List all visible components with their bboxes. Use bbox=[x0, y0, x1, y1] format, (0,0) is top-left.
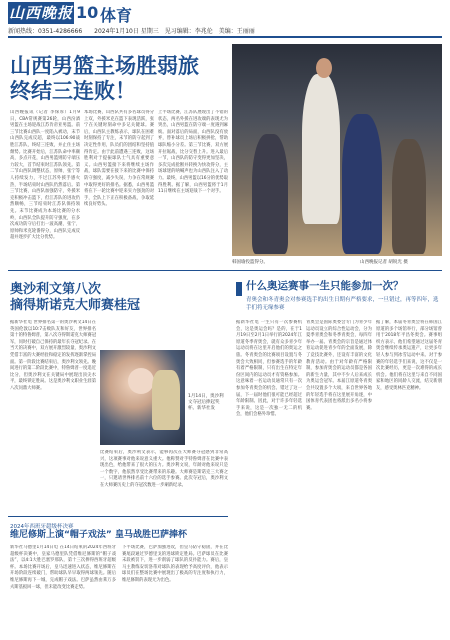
story1-photo-credit: 山西晚报记者 胡锐光 摄 bbox=[360, 260, 408, 265]
story4-headline: 什么奥运赛事一生只能参加一次？ bbox=[246, 280, 404, 292]
basketball-photo bbox=[232, 44, 442, 256]
story2-headline bbox=[10, 282, 210, 313]
story4-body-col2: 青奥会是国际奥委会专门为青少年运动员设立的综合性运动会，分为夏季青奥会和冬季青奥会，每四年举办一届。青奥会的宗旨是通过体育运动促进青少年的全面发展，除了竞技比赛外，还设有丰富的文化教育活动。由于对年龄有严格限制，参加青奥会的运动员都是各国的新生力量，其中不少人后来成长为奥运会冠军。本届江原道冬青奥会共设置多个大项，来自世界各地的年轻选手将在这里展开角逐，中国体育代表团也将派出多名小将参赛。 bbox=[306, 320, 372, 411]
story1-headline-line2: 终结三连败！ bbox=[10, 79, 136, 104]
story4-body-col3: 据了解，本届冬青奥会将在韩国江原道的多个场馆举行，部分场馆曾用于2018年平昌冬奥会。赛事组织方表示，他们希望通过这届冬青奥会继续传承奥运遗产，让更多年轻人参与到冰雪运动中来。对于参赛的年轻选手们来说，这不仅是一次比赛经历，更是一次难得的成长机会。他们将在这里与来自不同国家和地区的同龄人交流，结交新朋友，感受奥林匹克精神。 bbox=[376, 320, 442, 391]
story2-body-col2: 比赛结束后，奥沙利文表示，能够再次在大师赛夺冠感到非常高兴，这项赛事对他来说意义重大。他称赞对手特鲁姆普在比赛中表现出色，给他带来了很大的压力。奥沙利文说，年龄对他来说只是一个数字，他依然享受比赛带来的乐趣。大师赛是斯诺克三大赛之一，只邀请世界排名前十六位的选手参赛。此次夺冠后，奥沙利文在大师赛历史上的夺冠次数进一步刷新纪录。 bbox=[100, 450, 228, 488]
story1-body-col3: 上半场比赛，江苏队展现出了不错的状态，两名外援在进攻端的表现尤为突出，山西男篮在防守端一度遇到麻烦。面对落后的局面，山西队没有放弃，替补球员上场后积极拼抢，帮助球队缩小分差。第三节比赛，双方展开拉锯战，比分交替上升。进入最后一节，山西队的防守变得更加坚决，多次完成抢断并转换为快攻得分，主场球迷的呐喊声也为山西队注入了动力。最终，山西男篮以16分的优势取得胜利。据了解，山西男篮将于1月11日继续在主场迎战下一个对手。 bbox=[158, 110, 228, 195]
section-divider-1 bbox=[8, 270, 442, 271]
story3-tag: 2024年西班牙超级杯决赛 bbox=[10, 524, 74, 530]
snooker-trophy-photo bbox=[100, 350, 185, 445]
story2-headline-line1: 奥沙利文第八次 bbox=[10, 282, 102, 297]
story3-headline: 维尼修斯上演“帽子戏法” 皇马战胜巴萨捧杯 bbox=[10, 530, 187, 540]
story1-headline-line1: 山西男篮主场胜弱旅 bbox=[10, 54, 199, 78]
story2-photo-caption: 1月14日，奥沙利文夺冠后捧起奖杯。新华社发 bbox=[188, 394, 224, 411]
story2-body-col1: 据新华社电 世界排名第一的奥沙利文14日在英国伦敦以10:7击败队友和好友、世界排名第十的特鲁姆普，第八次夺得斯诺克大师赛冠军，同时打破自己保持的最年长夺冠纪录。在当天的决赛中，双方展开激烈较量，奥沙利文凭借丰富的大赛经验和稳定的发挥逐渐掌控局面。第一阶段比赛结束后，奥沙利文领先。晚间进行的第二阶段比赛中，特鲁姆普一度追近比分，但奥沙利文在关键局中展现出顶尖水平，最终锁定胜局。这是奥沙利文职业生涯第八次问鼎大师赛。 bbox=[10, 320, 96, 391]
story3-body-col2: 下半场比赛，巴萨加强进攻，但皇马防守稳固，并在比赛尾段通过罗德里戈的进球锁定胜局。巴萨球员在比赛末段被罚下，进一步削弱了球队的反扑能力。赛后，皇马主教练安切洛蒂对球队的表现给予高度评价，他表示球员们在整场比赛中展现出了极高的专注度和执行力，维尼修斯的表现尤为出色。 bbox=[122, 545, 228, 583]
section-title: 体育 bbox=[100, 6, 133, 25]
section-divider-2 bbox=[8, 516, 228, 517]
story1-headline bbox=[10, 54, 230, 104]
story1-body-col1: 山西晚报讯（记者 李保厚）1月9日，CBA常规赛第26轮，山西汾酒男篮在主场迎战江苏肯帝亚男篮。前三节比赛山西队一度陷入被动，末节山西队完成反超，最终以106:90战胜江苏队，终结三连败，并止住主场颓势。比赛开始后，江苏队命中率颇高，多点开花，山西男篮则防守端压力较大，首节结束时江苏队领先。第二节山西队调整状态，原帅、张宁等人持续发力，不过江苏外援手感火热，半场结束时山西队仍然落后。第三节比赛，山西队加强防守，外援米克积极冲击篮下，但江苏队的进攻仍然顺畅，三节结束时江苏队保持领先。末节比赛成为本场比赛的分水岭，山西队全队提升防守强度，在多次成功防守后打出一波高潮，张宁、原帅和米克轮番得分，山西队完成反超并逐步扩大比分优势。 bbox=[10, 110, 80, 241]
story3-body-col1: 新华社马德里1月14日电 在14日结束的2024年西班牙超级杯决赛中，皇家马德里队凭借维尼修斯的“帽子戏法”，以4:1大胜巴塞罗那队，第十三次捧得西班牙超级杯。本场比赛开场后，皇马迅速进入状态，维尼修斯在开场阶段连续破门，帮助球队早早取得两球领先。随后维尼修斯再下一城，完成帽子戏法。巴萨虽然由莱万多夫斯基扳回一球，但未能改变比赛走势。 bbox=[10, 545, 116, 590]
story4-subhead: 青奥会和冬青奥会对参赛选手的出生日期有严格要求，一旦错过，再等四年，选手们将无缘参赛 bbox=[246, 297, 439, 311]
story4-body-col1: 据新华社电 一生只有一次参赛机会，这是奥运会吗？是的，在于1月19日至2月1日举行的2024年江原道冬季青奥会，就有众多青少年运动员将在这里开启他们的奥运之旅。冬青奥会的比赛项目设置与冬奥会大致相同，但参赛选手的年龄有着严格限制，只有出生在特定年份区间内的运动员才有资格参加。这意味着一名运动员通常只有一次参加冬青奥会的机会。错过了这一届，下一届时他们很可能已经超过年龄限制。因此，对于许多年轻选手来说，这是一次独一无二的机会，他们会格外珍惜。 bbox=[236, 320, 302, 418]
story1-photo-caption: 韩国瑜投篮得分。 bbox=[232, 260, 268, 265]
page-number: 10 bbox=[76, 3, 99, 22]
masthead-meta: 新闻热线：0351-4286666 2024年1月10日 星期三 见习编辑：李兆伦 美编：王丽丽 bbox=[8, 28, 255, 35]
story2-headline-line2: 摘得斯诺克大师赛桂冠 bbox=[10, 297, 141, 313]
masthead bbox=[0, 0, 450, 38]
story4-accent-bar bbox=[236, 282, 242, 296]
masthead-rule bbox=[8, 36, 442, 38]
story1-body-col2: 本场比赛，山西队共有多名球员得分上双，外援米克在篮下表现活跃，张宁在关键时刻命中多记关键球。赛后，山西队主教练表示，球队在困难时刻保持了专注，末节的防守起到了决定性作用，队员们的团结和坚持值得肯定。由于此前遭遇三连败，这场胜利对于提振球队士气具有重要意义。山西男篮接下来将继续主场作战，球队需要在接下来的比赛中保持防守强度，减少失误，力争在常规赛中取得更好的排名。据悉，山西男篮将在下一轮比赛中迎来实力强劲的对手，全队上下正在积极备战，争取延续良好势头。 bbox=[84, 110, 154, 208]
newspaper-logo: 山西晚报 bbox=[8, 4, 73, 22]
